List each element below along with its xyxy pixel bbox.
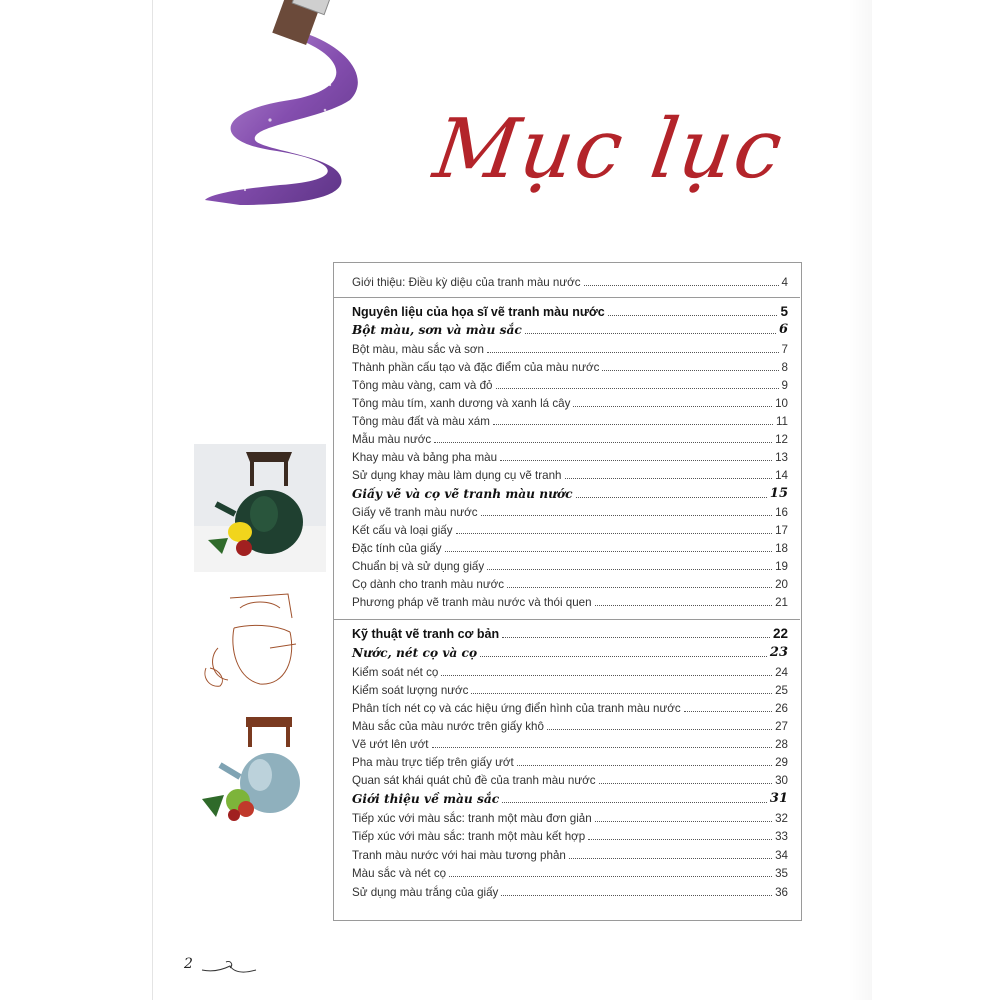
toc-entry-page: 23 bbox=[769, 645, 788, 660]
toc-entry-title: Phân tích nét cọ và các hiệu ứng điển hình của tranh màu nước bbox=[352, 702, 681, 715]
toc-entry-page: 13 bbox=[775, 451, 788, 464]
dot-leader bbox=[445, 550, 773, 552]
toc-entry-page: 30 bbox=[775, 774, 788, 787]
dot-leader bbox=[493, 423, 773, 425]
dot-leader bbox=[507, 586, 772, 588]
toc-entry-page: 5 bbox=[780, 304, 788, 319]
toc-entry[interactable] bbox=[352, 447, 788, 464]
page-heading: Mục lục bbox=[428, 102, 790, 197]
toc-entry-page: 28 bbox=[775, 738, 788, 751]
page-number: 2 bbox=[184, 956, 193, 972]
toc-entry-page: 36 bbox=[775, 886, 788, 899]
toc-entry[interactable] bbox=[352, 375, 788, 392]
toc-entry[interactable] bbox=[352, 882, 788, 899]
toc-entry[interactable] bbox=[352, 411, 788, 428]
page-edge-shadow bbox=[848, 0, 872, 1000]
toc-entry-title: Kiểm soát lượng nước bbox=[352, 684, 469, 697]
dot-leader bbox=[595, 604, 773, 606]
toc-entry-title: Chuẩn bị và sử dụng giấy bbox=[352, 560, 485, 573]
toc-entry-page: 9 bbox=[781, 379, 788, 392]
toc-entry-title: Kết cấu và loại giấy bbox=[352, 524, 453, 537]
toc-entry-page: 25 bbox=[775, 684, 788, 697]
dot-leader bbox=[471, 692, 772, 694]
dot-leader bbox=[434, 441, 772, 443]
dot-leader bbox=[441, 674, 772, 676]
toc-entry[interactable] bbox=[352, 808, 788, 825]
toc-entry-page: 32 bbox=[775, 812, 788, 825]
dot-leader bbox=[576, 496, 767, 498]
toc-entry-title: Nguyên liệu của họa sĩ vẽ tranh màu nước bbox=[352, 305, 605, 319]
toc-entry[interactable] bbox=[352, 752, 788, 769]
toc-entry[interactable] bbox=[352, 556, 788, 573]
toc-entry-title: Khay màu và bảng pha màu bbox=[352, 451, 498, 464]
toc-divider-2 bbox=[333, 619, 800, 620]
toc-entry-page: 14 bbox=[775, 469, 788, 482]
toc-entry-page: 31 bbox=[769, 791, 788, 806]
dot-leader bbox=[500, 459, 772, 461]
toc-entry-title: Giới thiệu: Điều kỳ diệu của tranh màu nước bbox=[352, 276, 581, 289]
toc-entry-page: 21 bbox=[775, 596, 788, 609]
toc-entry-page: 16 bbox=[775, 506, 788, 519]
toc-entry[interactable] bbox=[352, 538, 788, 555]
paintbrush-illustration bbox=[200, 0, 380, 230]
toc-entry-title: Giới thiệu về màu sắc bbox=[352, 792, 500, 806]
toc-entry-page: 12 bbox=[775, 433, 788, 446]
dot-leader bbox=[584, 284, 779, 286]
toc-entry-page: 20 bbox=[775, 578, 788, 591]
toc-subsection[interactable] bbox=[352, 484, 788, 501]
dot-leader bbox=[501, 894, 772, 896]
toc-entry[interactable] bbox=[352, 502, 788, 519]
toc-entry-page: 10 bbox=[775, 397, 788, 410]
toc-entry-page: 22 bbox=[772, 626, 788, 641]
toc-entry-title: Mẫu màu nước bbox=[352, 433, 432, 446]
toc-entry-title: Bột màu, sơn và màu sắc bbox=[352, 323, 522, 337]
toc-entry-title: Thành phần cấu tạo và đặc điểm của màu nước bbox=[352, 361, 600, 374]
toc-entry-title: Màu sắc của màu nước trên giấy khô bbox=[352, 720, 544, 733]
toc-entry-page: 24 bbox=[775, 666, 788, 679]
dot-leader bbox=[525, 332, 776, 334]
toc-entry-page: 18 bbox=[775, 542, 788, 555]
toc-entry-page: 6 bbox=[778, 322, 788, 337]
toc-entry[interactable] bbox=[352, 863, 788, 880]
toc-entry-title: Đặc tính của giấy bbox=[352, 542, 442, 555]
dot-leader bbox=[517, 764, 772, 766]
dot-leader bbox=[456, 532, 773, 534]
toc-entry[interactable] bbox=[352, 393, 788, 410]
toc-entry[interactable] bbox=[352, 716, 788, 733]
toc-entry-page: 29 bbox=[775, 756, 788, 769]
dot-leader bbox=[569, 857, 772, 859]
dot-leader bbox=[547, 728, 772, 730]
toc-entry-page: 7 bbox=[781, 343, 788, 356]
toc-entry[interactable] bbox=[352, 826, 788, 843]
toc-subsection[interactable] bbox=[352, 320, 788, 337]
toc-entry[interactable] bbox=[352, 662, 788, 679]
toc-entry[interactable] bbox=[352, 680, 788, 697]
toc-entry-title: Cọ dành cho tranh màu nước bbox=[352, 578, 504, 591]
toc-entry-title: Pha màu trực tiếp trên giấy ướt bbox=[352, 756, 514, 769]
toc-entry-title: Màu sắc và nét cọ bbox=[352, 867, 447, 880]
dot-leader bbox=[502, 801, 767, 803]
toc-divider-1 bbox=[333, 297, 800, 298]
dot-leader bbox=[608, 314, 778, 316]
toc-entry[interactable] bbox=[352, 845, 788, 862]
toc-entry[interactable] bbox=[352, 465, 788, 482]
toc-entry-page: 33 bbox=[775, 830, 788, 843]
toc-entry-page: 27 bbox=[775, 720, 788, 733]
dot-leader bbox=[565, 477, 773, 479]
dot-leader bbox=[573, 405, 772, 407]
toc-entry-page: 11 bbox=[775, 415, 788, 428]
toc-entry-title: Quan sát khái quát chủ đề của tranh màu nước bbox=[352, 774, 596, 787]
toc-entry-title: Sử dụng màu trắng của giấy bbox=[352, 886, 499, 899]
teapot-sketch-illustration bbox=[200, 588, 310, 696]
dot-leader bbox=[481, 514, 773, 516]
teapot-painting-illustration bbox=[194, 444, 326, 572]
toc-entry-title: Kiểm soát nét cọ bbox=[352, 666, 439, 679]
toc-entry-page: 8 bbox=[781, 361, 788, 374]
toc-entry-title: Phương pháp vẽ tranh màu nước và thói quen bbox=[352, 596, 592, 609]
dot-leader bbox=[449, 875, 772, 877]
toc-entry-page: 15 bbox=[769, 486, 788, 501]
dot-leader bbox=[684, 710, 772, 712]
toc-entry-page: 34 bbox=[775, 849, 788, 862]
toc-section[interactable] bbox=[352, 302, 788, 319]
toc-entry-title: Tông màu đất và màu xám bbox=[352, 415, 490, 428]
dot-leader bbox=[602, 369, 778, 371]
toc-entry-title: Tông màu vàng, cam và đỏ bbox=[352, 379, 493, 392]
toc-entry[interactable] bbox=[352, 429, 788, 446]
toc-entry-title: Sử dụng khay màu làm dụng cụ vẽ tranh bbox=[352, 469, 562, 482]
toc-entry-title: Tranh màu nước với hai màu tương phản bbox=[352, 849, 566, 862]
toc-entry-title: Giấy vẽ tranh màu nước bbox=[352, 506, 478, 519]
toc-entry-title: Kỹ thuật vẽ tranh cơ bản bbox=[352, 627, 500, 641]
toc-entry-title: Nước, nét cọ và cọ bbox=[352, 646, 478, 660]
signature-doodle bbox=[200, 958, 260, 976]
dot-leader bbox=[487, 568, 772, 570]
watercolor-teapot-illustration bbox=[198, 713, 306, 823]
dot-leader bbox=[480, 655, 767, 657]
toc-entry-title: Tiếp xúc với màu sắc: tranh một màu kết hợp bbox=[352, 830, 586, 843]
toc-entry[interactable] bbox=[352, 520, 788, 537]
toc-entry-title: Giấy vẽ và cọ vẽ tranh màu nước bbox=[352, 487, 573, 501]
dot-leader bbox=[502, 636, 770, 638]
dot-leader bbox=[588, 838, 772, 840]
dot-leader bbox=[599, 782, 773, 784]
toc-subsection[interactable] bbox=[352, 643, 788, 660]
dot-leader bbox=[432, 746, 773, 748]
toc-entry-title: Vẽ ướt lên ướt bbox=[352, 738, 429, 751]
toc-entry-title: Bột màu, màu sắc và sơn bbox=[352, 343, 484, 356]
toc-entry-page: 35 bbox=[775, 867, 788, 880]
toc-entry[interactable] bbox=[352, 698, 788, 715]
dot-leader bbox=[595, 820, 772, 822]
toc-entry[interactable] bbox=[352, 357, 788, 374]
toc-entry[interactable] bbox=[352, 592, 788, 609]
toc-entry-page: 4 bbox=[781, 276, 788, 289]
toc-entry-page: 17 bbox=[775, 524, 788, 537]
toc-entry-title: Tông màu tím, xanh dương và xanh lá cây bbox=[352, 397, 571, 410]
toc-entry[interactable] bbox=[352, 272, 788, 289]
toc-entry-page: 26 bbox=[775, 702, 788, 715]
toc-entry[interactable] bbox=[352, 734, 788, 751]
toc-entry-page: 19 bbox=[775, 560, 788, 573]
toc-entry[interactable] bbox=[352, 770, 788, 787]
dot-leader bbox=[487, 351, 779, 353]
toc-entry[interactable] bbox=[352, 339, 788, 356]
toc-entry-title: Tiếp xúc với màu sắc: tranh một màu đơn giản bbox=[352, 812, 592, 825]
toc-entry[interactable] bbox=[352, 574, 788, 591]
toc-subsection[interactable] bbox=[352, 789, 788, 806]
toc-section[interactable] bbox=[352, 624, 788, 641]
dot-leader bbox=[496, 387, 779, 389]
